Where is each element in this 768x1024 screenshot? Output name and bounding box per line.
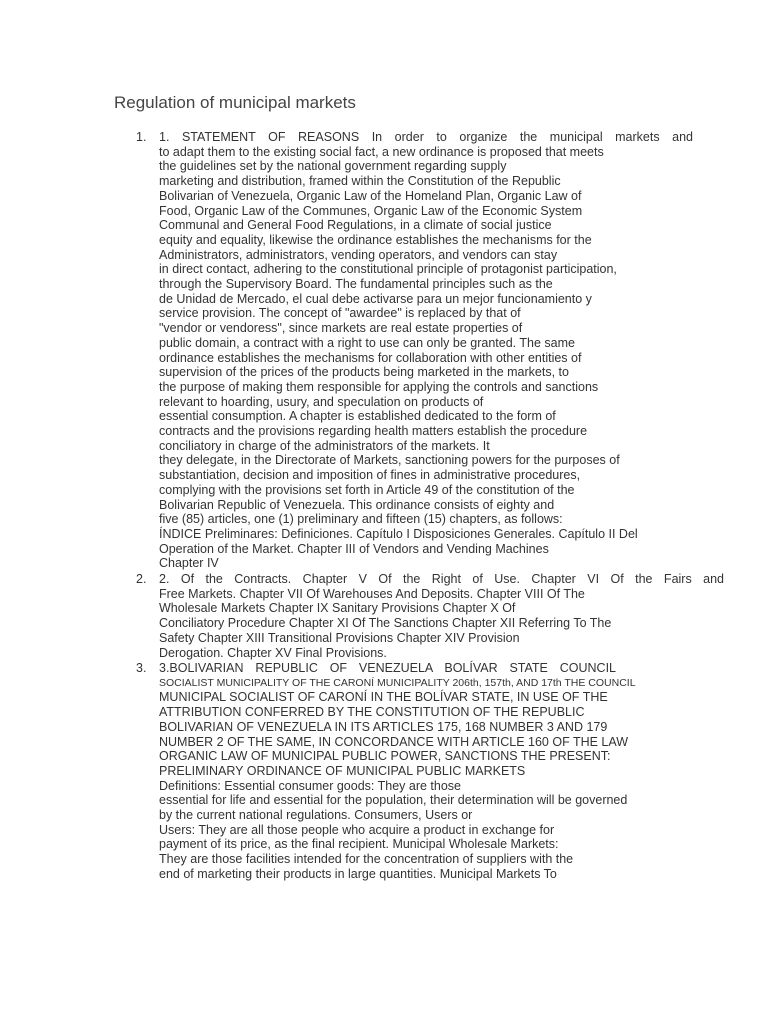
text-line: 3.BOLIVARIAN REPUBLIC OF VENEZUELA BOLÍVAR STATE COUNCIL	[159, 661, 616, 675]
text-line: Communal and General Food Regulations, in a climate of social justice	[159, 218, 552, 233]
text-line: Bolivarian Republic of Venezuela. This ordinance consists of eighty and	[159, 497, 555, 512]
text-line: Free Markets. Chapter VII Of Warehouses And Deposits. Chapter VIII Of The	[159, 586, 585, 601]
text-line: ATTRIBUTION CONFERRED BY THE CONSTITUTION OF THE REPUBLIC	[159, 705, 585, 720]
text-line: essential for life and essential for the population, their determination will be governed	[159, 793, 628, 808]
list-number: 2.	[136, 572, 147, 586]
text-line: public domain, a contract with a right to use can only be granted. The same	[159, 335, 575, 350]
text-line: Definitions: Essential consumer goods: They are those	[159, 778, 462, 793]
list-item	[136, 572, 724, 660]
text-line: 2. Of the Contracts. Chapter V Of the Right of Use. Chapter VI Of the Fairs and	[159, 572, 724, 586]
text-line: conciliatory in charge of the administrators of the markets. It	[159, 438, 490, 453]
text-line: SOCIALIST MUNICIPALITY OF THE CARONÍ MUNICIPALITY 206th, 157th, AND 17th THE COUNCIL	[159, 676, 636, 689]
text-line: service provision. The concept of "awardee" is replaced by that of	[159, 306, 521, 321]
text-line: ORGANIC LAW OF MUNICIPAL PUBLIC POWER, SANCTIONS THE PRESENT:	[159, 749, 611, 764]
text-line: Administrators, administrators, vending operators, and vendors can stay	[159, 247, 558, 262]
text-line: MUNICIPAL SOCIALIST OF CARONÍ IN THE BOLÍVAR STATE, IN USE OF THE	[159, 690, 608, 705]
text-line: contracts and the provisions regarding health matters establish the procedure	[159, 424, 588, 439]
text-line: relevant to hoarding, usury, and speculation on products of	[159, 394, 484, 409]
text-line: marketing and distribution, framed within the Constitution of the Republic	[159, 174, 561, 189]
text-line: NUMBER 2 OF THE SAME, IN CONCORDANCE WITH ARTICLE 160 OF THE LAW	[159, 734, 629, 749]
text-line: Users: They are all those people who acquire a product in exchange for	[159, 822, 555, 837]
text-line: essential consumption. A chapter is established dedicated to the form of	[159, 409, 556, 424]
text-line: end of marketing their products in large quantities. Municipal Markets To	[159, 866, 557, 881]
text-line: Wholesale Markets Chapter IX Sanitary Provisions Chapter X Of	[159, 601, 516, 616]
text-line: five (85) articles, one (1) preliminary and fifteen (15) chapters, as follows:	[159, 512, 563, 527]
text-line: the purpose of making them responsible for applying the controls and sanctions	[159, 379, 599, 394]
text-line: substantiation, decision and imposition of fines in administrative procedures,	[159, 468, 581, 483]
text-line: Conciliatory Procedure Chapter XI Of The Sanctions Chapter XII Referring To The	[159, 616, 612, 631]
text-line: supervision of the prices of the products being marketed in the markets, to	[159, 365, 569, 380]
text-line: by the current national regulations. Consumers, Users or	[159, 808, 473, 823]
text-line: to adapt them to the existing social fact, a new ordinance is proposed that meets	[159, 144, 604, 159]
text-line: BOLIVARIAN OF VENEZUELA IN ITS ARTICLES 175, 168 NUMBER 3 AND 179	[159, 719, 608, 734]
list-item	[136, 130, 693, 571]
text-line: de Unidad de Mercado, el cual debe activarse para un mejor funcionamiento y	[159, 291, 592, 306]
text-line: They are those facilities intended for the concentration of suppliers with the	[159, 852, 574, 867]
text-line: they delegate, in the Directorate of Markets, sanctioning powers for the purposes of	[159, 453, 620, 468]
text-line: Chapter IV	[159, 556, 219, 571]
text-line: the guidelines set by the national government regarding supply	[159, 159, 507, 174]
list-number: 1.	[136, 130, 147, 144]
text-line: Food, Organic Law of the Communes, Organic Law of the Economic System	[159, 203, 583, 218]
text-line: Bolivarian of Venezuela, Organic Law of the Homeland Plan, Organic Law of	[159, 188, 582, 203]
text-line: through the Supervisory Board. The fundamental principles such as the	[159, 277, 553, 292]
list-number: 3.	[136, 661, 147, 675]
text-line: ÍNDICE Preliminares: Definiciones. Capítulo I Disposiciones Generales. Capítulo II Del	[159, 526, 638, 541]
list-item	[136, 661, 636, 882]
text-line: in direct contact, adhering to the constitutional principle of protagonist participation,	[159, 262, 617, 277]
text-line: PRELIMINARY ORDINANCE OF MUNICIPAL PUBLIC MARKETS	[159, 763, 526, 778]
text-line: Operation of the Market. Chapter III of Vendors and Vending Machines	[159, 541, 549, 556]
text-line: 1. STATEMENT OF REASONS In order to organize the municipal markets and	[159, 130, 693, 144]
text-line: "vendor or vendoress", since markets are real estate properties of	[159, 321, 523, 336]
text-line: Derogation. Chapter XV Final Provisions.	[159, 645, 387, 660]
text-line: complying with the provisions set forth in Article 49 of the constitution of the	[159, 482, 575, 497]
text-line: equity and equality, likewise the ordinance establishes the mechanisms for the	[159, 232, 592, 247]
page-title: Regulation of municipal markets	[114, 93, 356, 112]
text-line: payment of its price, as the final recipient. Municipal Wholesale Markets:	[159, 837, 559, 852]
text-line: Safety Chapter XIII Transitional Provisions Chapter XIV Provision	[159, 630, 520, 645]
text-line: ordinance establishes the mechanisms for collaboration with other entities of	[159, 350, 582, 365]
